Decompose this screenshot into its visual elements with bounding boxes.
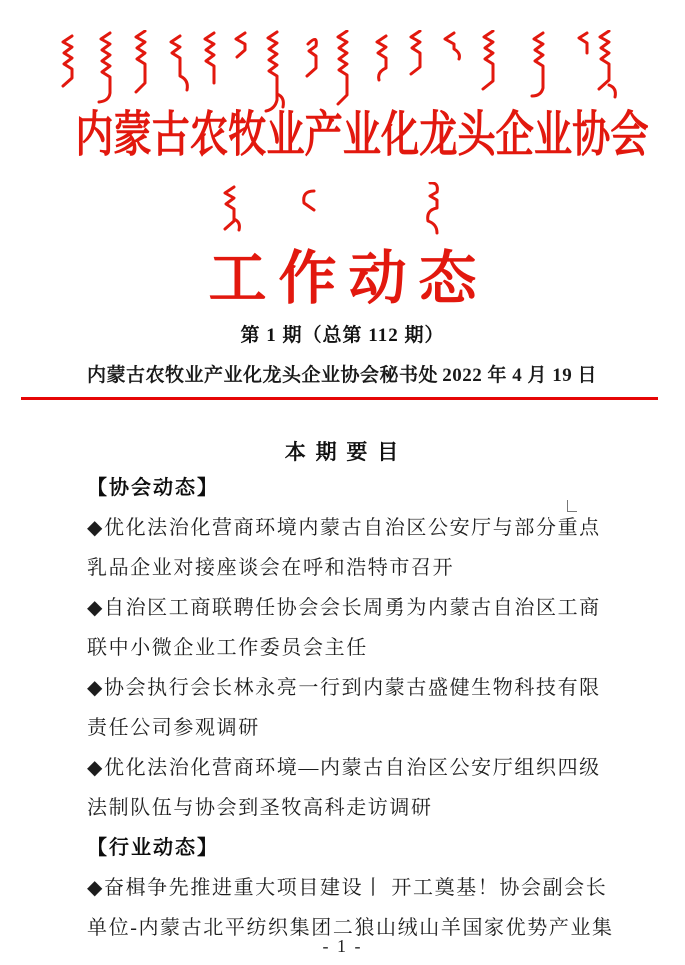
toc-item-line: 责任公司参观调研 — [87, 717, 260, 739]
mongolian-script-glyphs-icon — [222, 182, 452, 238]
text-boundary-mark — [567, 500, 577, 512]
toc-item-line: ◆奋楫争先推进重大项目建设丨 开工奠基！协会副会长 — [87, 877, 608, 899]
toc-item-line: ◆协会执行会长林永亮一行到内蒙古盛健生物科技有限 — [87, 677, 601, 699]
publisher-name: 内蒙古农牧业产业化龙头企业协会秘书处 — [87, 365, 439, 386]
publish-date: 2022 年 4 月 19 日 — [442, 365, 597, 386]
issue-number: 第 1 期（总第 112 期） — [240, 325, 445, 346]
toc-item-line: ◆优化法治化营商环境—内蒙古自治区公安厅组织四级 — [87, 757, 601, 779]
toc-item-line: 单位-内蒙古北平纺织集团二狼山绒山羊国家优势产业集 — [87, 917, 614, 939]
toc-section-heading: 【行业动态】 — [87, 837, 219, 859]
mongolian-script-band-middle — [222, 182, 452, 238]
association-title: 内蒙古农牧业产业化龙头企业协会 — [75, 107, 649, 162]
toc-heading: 本 期 要 目 — [284, 441, 401, 464]
toc-section-heading: 【协会动态】 — [87, 477, 219, 499]
toc-item-line: ◆自治区工商联聘任协会会长周勇为内蒙古自治区工商 — [87, 597, 601, 619]
page-number: - 1 - — [322, 936, 363, 956]
masthead-title: 工作动态 — [208, 246, 489, 311]
toc-item-line: ◆优化法治化营商环境内蒙古自治区公安厅与部分重点 — [87, 517, 601, 539]
red-divider-rule — [21, 397, 658, 400]
publisher-line — [87, 360, 597, 387]
toc-item-line: 法制队伍与协会到圣牧高科走访调研 — [87, 797, 433, 819]
toc-item-line: 联中小微企业工作委员会主任 — [87, 637, 368, 659]
toc-list — [87, 468, 617, 948]
toc-item-line: 乳品企业对接座谈会在呼和浩特市召开 — [87, 557, 455, 579]
